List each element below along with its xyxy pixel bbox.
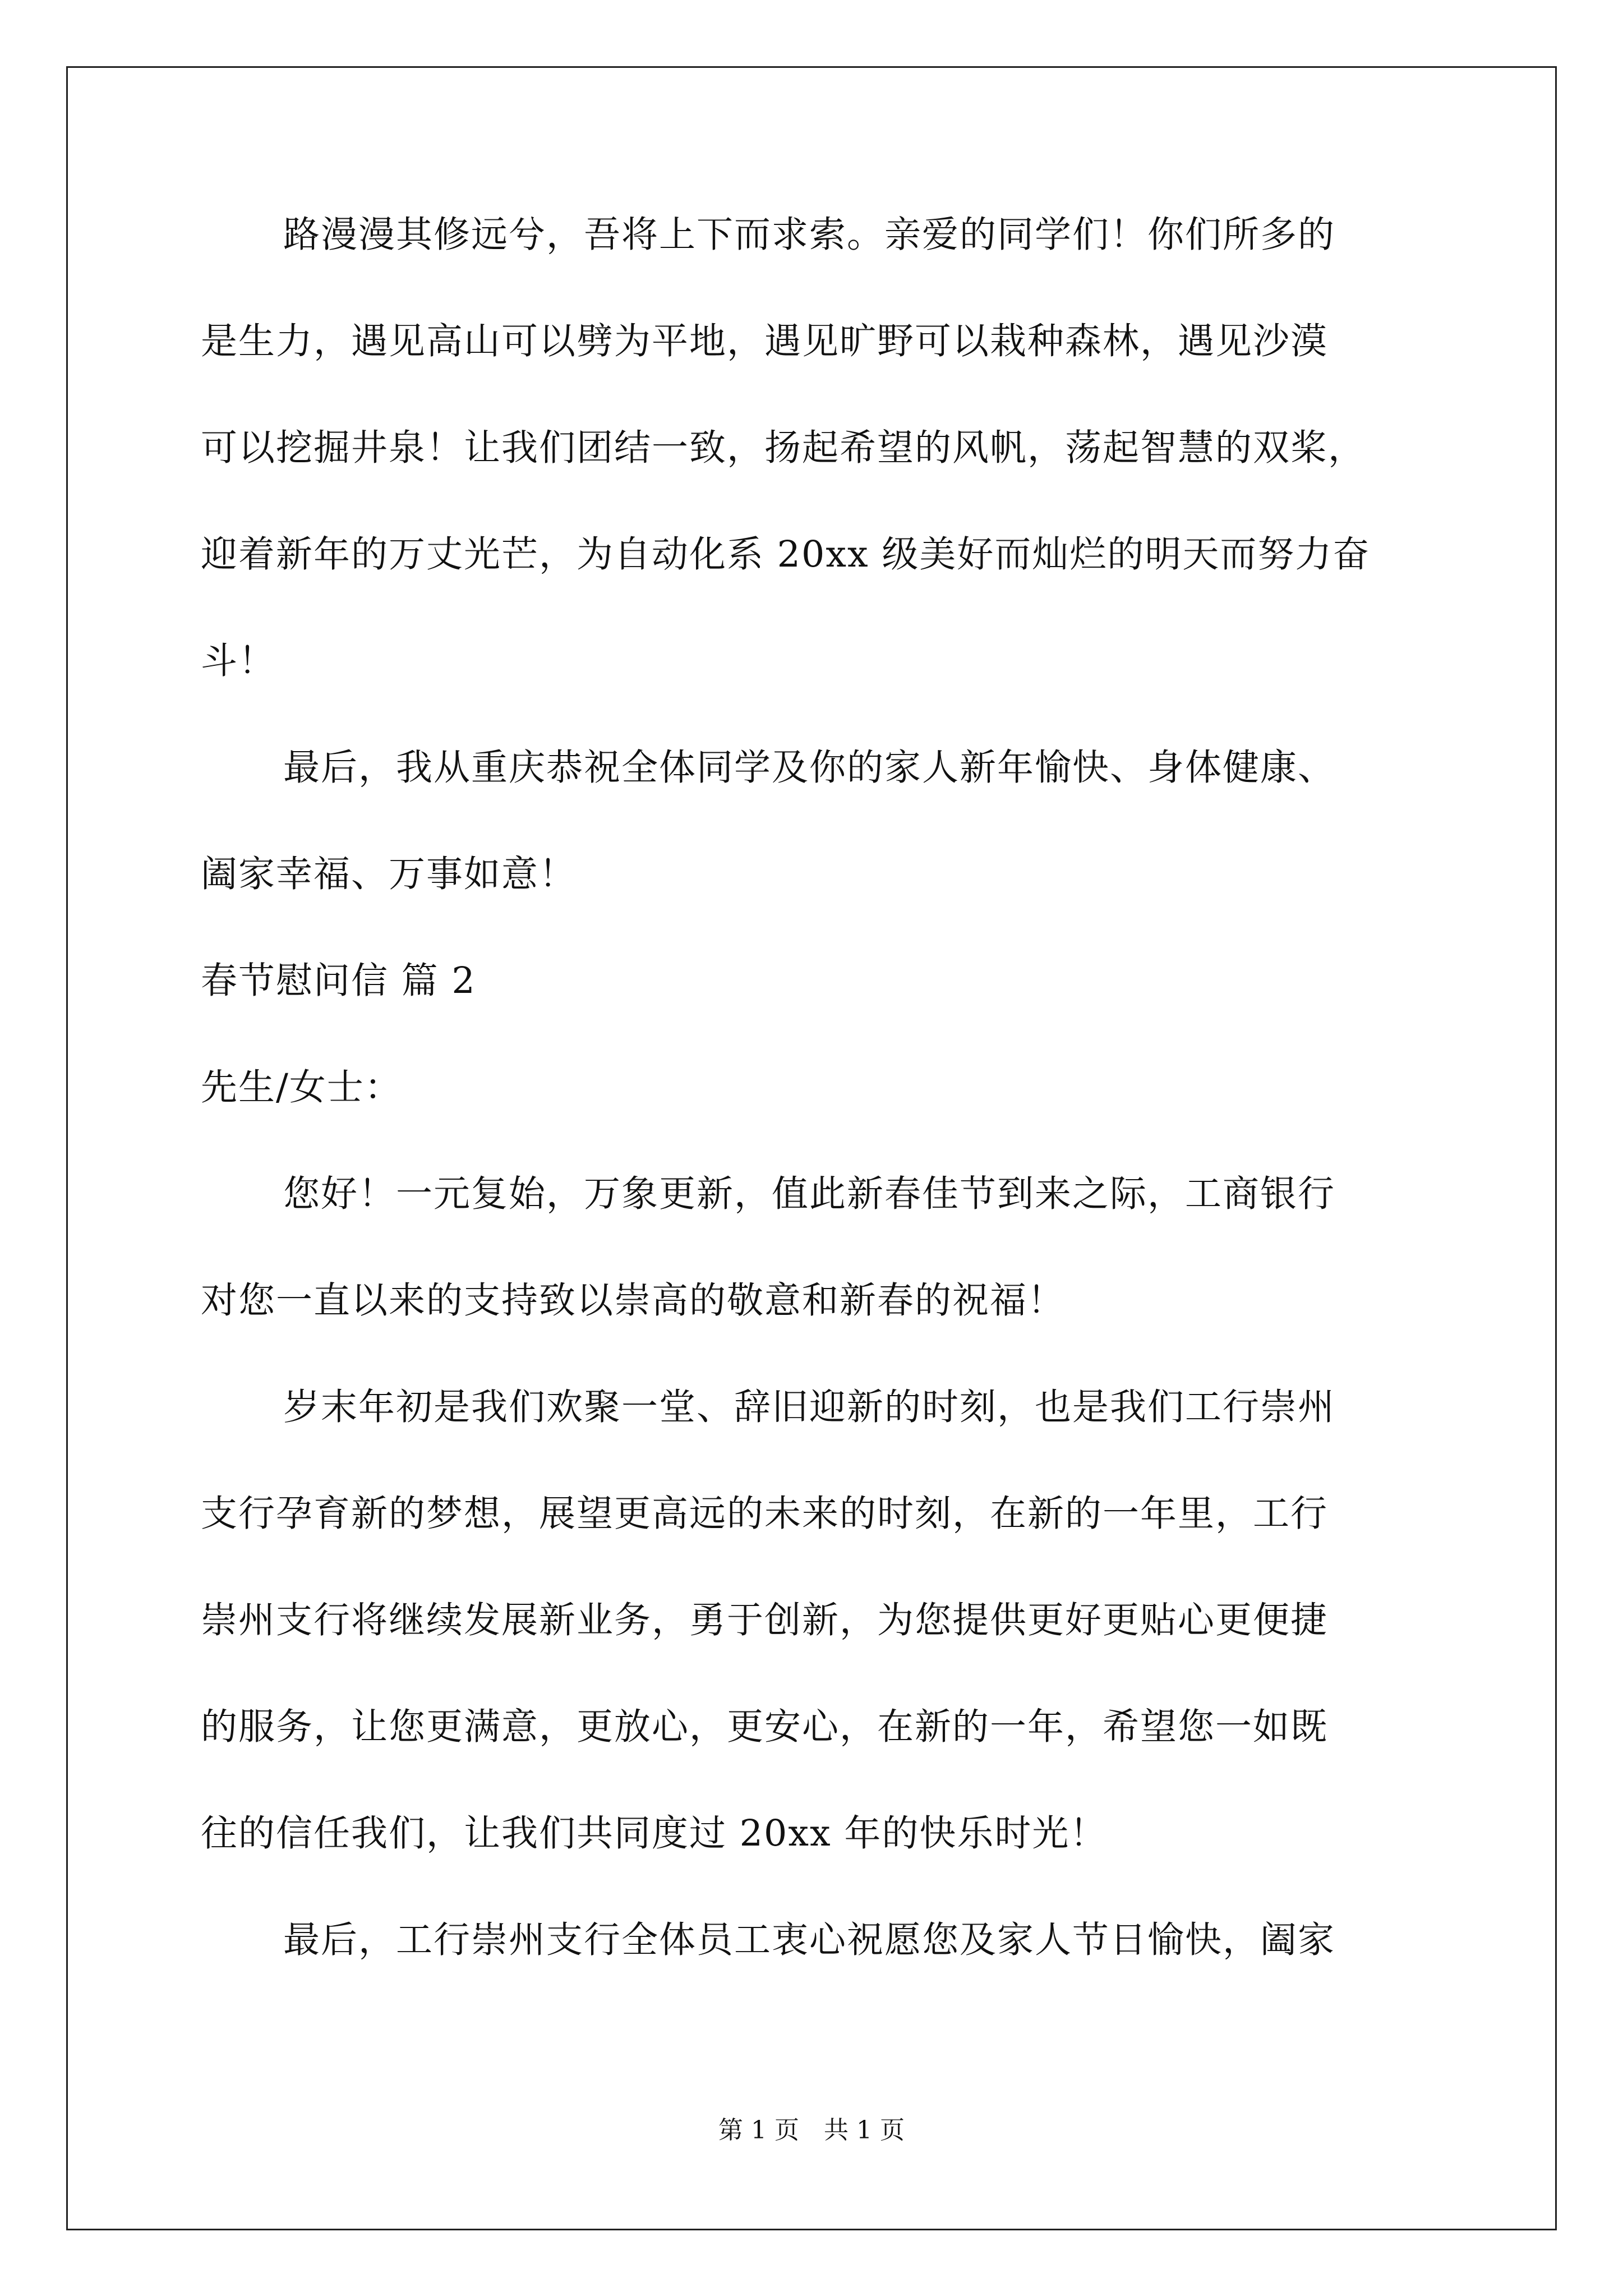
salutation: 先生/女士： <box>201 1066 402 1108</box>
document-body <box>201 208 1435 2019</box>
text-line: 阖家幸福、万事如意！ <box>201 853 577 895</box>
text-line: 您好！一元复始，万象更新，值此新春佳节到来之际，工商银行 <box>283 1173 1336 1215</box>
section-heading: 春节慰问信 篇 2 <box>201 960 476 1002</box>
text-line: 崇州支行将继续发展新业务，勇于创新，为您提供更好更贴心更便捷 <box>201 1599 1329 1641</box>
page-footer: 第 1 页 共 1 页 <box>718 2116 905 2145</box>
text-line: 路漫漫其修远兮，吾将上下而求索。亲爱的同学们！你们所多的 <box>283 214 1336 256</box>
text-line: 往的信任我们，让我们共同度过 20xx 年的快乐时光！ <box>201 1812 1108 1855</box>
text-line: 斗！ <box>201 640 276 682</box>
text-line: 的服务，让您更满意，更放心，更安心，在新的一年，希望您一如既 <box>201 1706 1329 1748</box>
text-line: 最后，工行崇州支行全体员工衷心祝愿您及家人节日愉快，阖家 <box>283 1919 1336 1961</box>
text-line: 可以挖掘井泉！让我们团结一致，扬起希望的风帆，荡起智慧的双桨， <box>201 427 1366 469</box>
text-line: 迎着新年的万丈光芒，为自动化系 20xx 级美好而灿烂的明天而努力奋 <box>201 533 1371 576</box>
text-line: 最后，我从重庆恭祝全体同学及你的家人新年愉快、身体健康、 <box>283 747 1336 789</box>
text-line: 岁末年初是我们欢聚一堂、辞旧迎新的时刻，也是我们工行崇州 <box>283 1386 1336 1428</box>
text-line: 支行孕育新的梦想，展望更高远的未来的时刻，在新的一年里，工行 <box>201 1493 1329 1535</box>
text-line: 对您一直以来的支持致以崇高的敬意和新春的祝福！ <box>201 1280 1066 1322</box>
text-line: 是生力，遇见高山可以劈为平地，遇见旷野可以栽种森林，遇见沙漠 <box>201 320 1329 362</box>
